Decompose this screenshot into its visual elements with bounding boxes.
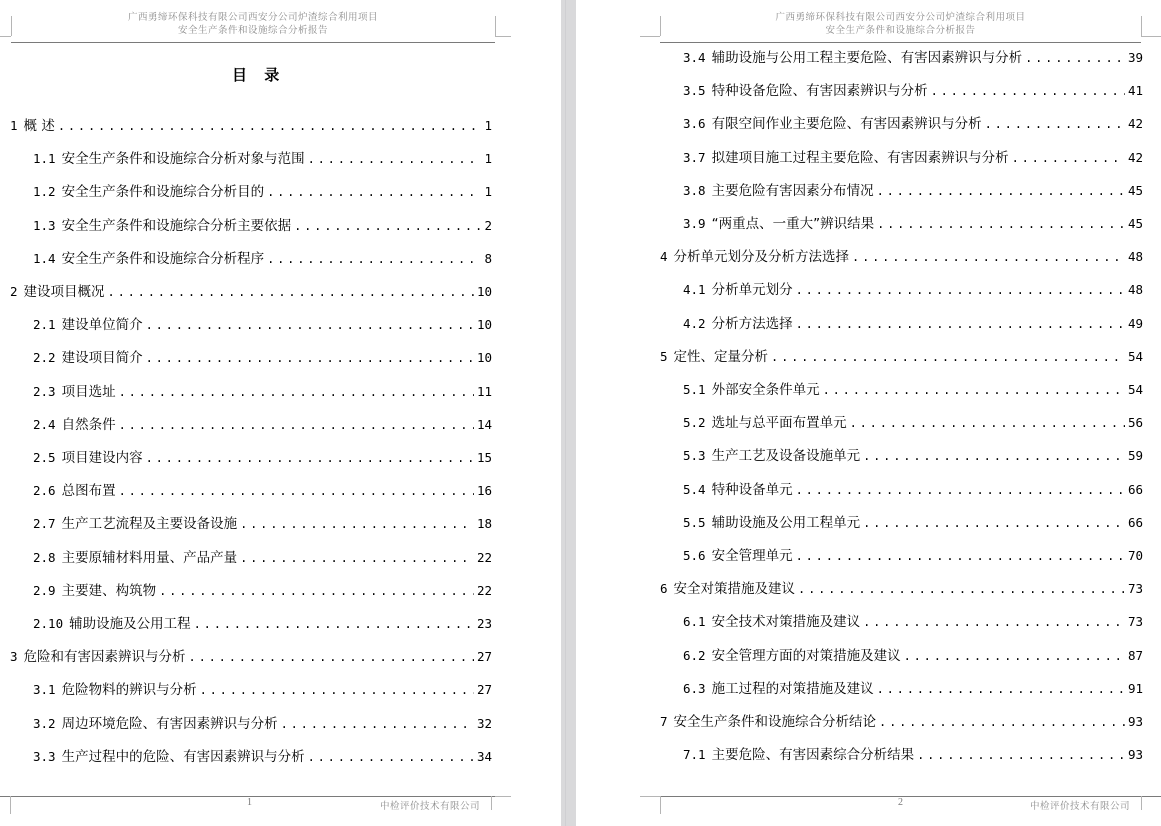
toc-entry-page: 10 xyxy=(476,284,492,299)
footer-company: 中检评价技术有限公司 xyxy=(1030,801,1131,812)
toc-entry-page: 23 xyxy=(476,616,492,631)
toc-entry-label: 外部安全条件单元 xyxy=(711,382,820,398)
toc-entry-page: 87 xyxy=(1127,647,1143,663)
header-rule xyxy=(660,42,1141,43)
toc-entry-label: 安全管理单元 xyxy=(711,548,793,564)
toc-entry-page: 32 xyxy=(476,715,492,731)
toc-entry-page: 54 xyxy=(1127,382,1143,397)
toc-entry[interactable] xyxy=(33,481,492,501)
toc-entry-label: 主要危险有害因素分布情况 xyxy=(711,182,874,199)
toc-dot-leader xyxy=(863,513,1125,533)
toc-entry-label: 主要建、构筑物 xyxy=(61,582,157,599)
toc-dot-leader xyxy=(108,282,474,302)
toc-entry-page: 1 xyxy=(484,118,492,133)
toc-entry[interactable] xyxy=(683,380,1143,400)
toc-dot-leader xyxy=(200,680,474,700)
toc-entry-label: 总图布置 xyxy=(61,483,116,500)
toc-entry-page: 91 xyxy=(1127,680,1143,696)
toc-dot-leader xyxy=(877,679,1125,699)
toc-entry-label: 安全管理方面的对策措施及建议 xyxy=(711,647,901,664)
toc-entry-page: 27 xyxy=(476,682,492,698)
toc-entry-label: 安全生产条件和设施综合分析主要依据 xyxy=(61,217,292,234)
toc-entry-label: 辅助设施及公用工程单元 xyxy=(711,514,861,531)
page-gutter xyxy=(561,0,576,826)
toc-entry-page: 42 xyxy=(1127,149,1143,165)
running-header xyxy=(660,11,1141,37)
header-rule xyxy=(11,42,495,43)
toc-entry[interactable] xyxy=(660,579,1143,599)
toc-entry[interactable] xyxy=(33,216,492,236)
toc-entry[interactable] xyxy=(33,448,492,468)
margin-corner-mark xyxy=(660,796,661,814)
toc-entry[interactable] xyxy=(683,48,1143,68)
toc-entry-label: 建设单位简介 xyxy=(61,317,143,334)
toc-entry-label: 项目选址 xyxy=(61,383,116,400)
toc-entry-number: 3.1 xyxy=(33,682,56,698)
toc-entry-number: 4.2 xyxy=(683,315,706,331)
toc-entry-number: 3 xyxy=(10,649,18,665)
toc-entry-number: 3.8 xyxy=(683,182,706,198)
toc-dot-leader xyxy=(796,480,1125,500)
toc-entry-page: 70 xyxy=(1127,548,1143,563)
toc-entry-page: 22 xyxy=(476,549,492,565)
toc-dot-leader xyxy=(189,647,474,667)
toc-entry-number: 5.4 xyxy=(683,481,706,497)
toc-entry-label: 有限空间作业主要危险、有害因素辨识与分析 xyxy=(711,116,982,133)
toc-entry[interactable] xyxy=(33,249,492,269)
toc-entry-page: 73 xyxy=(1127,614,1143,630)
toc-entry-page: 1 xyxy=(484,184,492,200)
toc-entry-number: 7.1 xyxy=(683,747,706,763)
toc-entry-number: 3.2 xyxy=(33,715,56,731)
toc-entry-label: 生产工艺流程及主要设备设施 xyxy=(61,516,238,533)
document-page-2 xyxy=(576,0,1161,826)
toc-entry[interactable] xyxy=(683,513,1143,533)
toc-entry-number: 3.7 xyxy=(683,149,706,165)
toc-title: 目 录 xyxy=(232,66,286,84)
toc-entry[interactable] xyxy=(33,149,492,169)
header-line-1: 广西勇缔环保科技有限公司西安分公司炉渣综合利用项目 xyxy=(127,12,378,23)
toc-entry-page: 10 xyxy=(476,317,492,333)
toc-entry-page: 73 xyxy=(1127,581,1143,597)
toc-entry-label: 安全技术对策措施及建议 xyxy=(711,614,861,631)
toc-dot-leader xyxy=(281,714,474,734)
toc-entry[interactable] xyxy=(683,646,1143,666)
toc-entry-page: 10 xyxy=(476,350,492,366)
toc-entry-page: 49 xyxy=(1127,315,1143,331)
toc-entry-label: 辅助设施与公用工程主要危险、有害因素辨识与分析 xyxy=(711,50,1023,66)
toc-entry-label: 安全对策措施及建议 xyxy=(673,581,796,598)
toc-entry[interactable] xyxy=(683,314,1143,334)
toc-entry-page: 16 xyxy=(476,483,492,499)
toc-entry[interactable] xyxy=(33,680,492,700)
toc-entry-number: 5.3 xyxy=(683,448,706,464)
toc-entry-page: 45 xyxy=(1127,216,1143,231)
toc-entry[interactable] xyxy=(683,745,1143,765)
toc-dot-leader xyxy=(796,546,1125,566)
toc-entry-page: 8 xyxy=(484,250,492,266)
toc-entry-page: 45 xyxy=(1127,182,1143,198)
page-number: 2 xyxy=(898,797,903,808)
toc-dot-leader xyxy=(58,116,482,136)
toc-entry[interactable] xyxy=(33,182,492,202)
toc-entry-label: 特种设备单元 xyxy=(711,481,793,498)
toc-entry[interactable] xyxy=(10,282,492,302)
toc-entry-number: 3.6 xyxy=(683,116,706,132)
toc-entry[interactable] xyxy=(33,415,492,435)
toc-entry-number: 1.3 xyxy=(33,217,56,233)
toc-entry-number: 3.9 xyxy=(683,216,706,231)
toc-entry-page: 93 xyxy=(1127,747,1143,763)
toc-entry[interactable] xyxy=(683,446,1143,466)
toc-dot-leader xyxy=(985,114,1125,134)
toc-dot-leader xyxy=(294,216,481,236)
toc-entry-page: 15 xyxy=(476,450,492,465)
margin-corner-mark xyxy=(1141,36,1161,37)
toc-entry-page: 42 xyxy=(1127,116,1143,132)
toc-dot-leader xyxy=(850,413,1125,433)
toc-entry-number: 1.1 xyxy=(33,151,56,167)
toc-entry-label: 分析单元划分 xyxy=(711,282,793,299)
toc-dot-leader xyxy=(823,380,1125,400)
toc-entry-page: 66 xyxy=(1127,514,1143,530)
toc-dot-leader xyxy=(877,214,1125,234)
toc-entry-label: 建设项目概况 xyxy=(23,284,105,300)
toc-entry-label: 分析单元划分及分析方法选择 xyxy=(673,249,850,266)
toc-entry-label: 安全生产条件和设施综合分析目的 xyxy=(61,184,265,201)
toc-entry[interactable] xyxy=(33,548,492,568)
toc-dot-leader xyxy=(119,481,474,501)
toc-entry-number: 2 xyxy=(10,284,18,299)
toc-entry-page: 34 xyxy=(476,748,492,764)
toc-entry-label: 项目建设内容 xyxy=(61,450,143,466)
toc-entry-page: 14 xyxy=(476,416,492,432)
toc-entry[interactable] xyxy=(683,214,1143,234)
toc-entry[interactable] xyxy=(683,679,1143,699)
toc-entry-number: 2.2 xyxy=(33,350,56,366)
toc-entry-page: 41 xyxy=(1127,83,1143,99)
toc-dot-leader xyxy=(917,745,1125,765)
toc-dot-leader xyxy=(119,382,474,402)
margin-corner-mark xyxy=(10,796,11,814)
toc-entry-label: 选址与总平面布置单元 xyxy=(711,415,847,432)
toc-entry-number: 1.2 xyxy=(33,184,56,200)
toc-entry[interactable] xyxy=(683,148,1143,168)
toc-entry-number: 2.5 xyxy=(33,450,56,465)
toc-entry[interactable] xyxy=(33,315,492,335)
toc-entry[interactable] xyxy=(33,348,492,368)
toc-entry-label: 施工过程的对策措施及建议 xyxy=(711,680,874,697)
toc-entry-number: 2.1 xyxy=(33,317,56,333)
toc-entry[interactable] xyxy=(33,514,492,534)
footer-rule xyxy=(660,796,1161,797)
toc-entry[interactable] xyxy=(660,247,1143,267)
toc-entry[interactable] xyxy=(683,612,1143,632)
toc-entry-number: 2.7 xyxy=(33,516,56,532)
margin-corner-mark xyxy=(495,796,511,797)
toc-dot-leader xyxy=(146,348,474,368)
toc-entry-page: 48 xyxy=(1127,282,1143,298)
toc-entry-number: 5.5 xyxy=(683,514,706,530)
toc-entry-label: 自然条件 xyxy=(61,416,116,433)
toc-dot-leader xyxy=(863,446,1125,466)
toc-entry-number: 1 xyxy=(10,118,18,133)
margin-corner-mark xyxy=(1141,796,1142,810)
toc-entry-number: 6 xyxy=(660,581,668,597)
toc-entry[interactable] xyxy=(683,413,1143,433)
toc-entry-page: 27 xyxy=(476,649,492,665)
toc-entry-number: 3.4 xyxy=(683,50,706,65)
toc-dot-leader xyxy=(931,81,1125,101)
toc-entry[interactable] xyxy=(33,747,492,767)
toc-entry[interactable] xyxy=(683,546,1143,566)
toc-entry-label: 定性、定量分析 xyxy=(673,348,769,365)
toc-dot-leader xyxy=(159,581,474,601)
toc-entry[interactable] xyxy=(683,480,1143,500)
toc-entry-number: 4.1 xyxy=(683,282,706,298)
toc-dot-leader xyxy=(771,347,1125,367)
toc-entry-page: 18 xyxy=(476,516,492,532)
toc-entry-label: 建设项目简介 xyxy=(61,350,143,367)
toc-entry-label: 安全生产条件和设施综合分析对象与范围 xyxy=(61,151,305,168)
toc-dot-leader xyxy=(852,247,1125,267)
toc-entry-label: 危险和有害因素辨识与分析 xyxy=(23,649,186,666)
margin-corner-mark xyxy=(640,36,660,37)
toc-entry-label: 周边环境危险、有害因素辨识与分析 xyxy=(61,715,278,732)
header-line-1: 广西勇缔环保科技有限公司西安分公司炉渣综合利用项目 xyxy=(775,12,1026,23)
toc-dot-leader xyxy=(796,280,1125,300)
toc-entry-label: 分析方法选择 xyxy=(711,315,793,332)
toc-entry[interactable] xyxy=(33,614,492,634)
toc-entry-label: 主要危险、有害因素综合分析结果 xyxy=(711,747,915,764)
toc-entry[interactable] xyxy=(10,647,492,667)
toc-dot-leader xyxy=(308,747,474,767)
toc-entry-number: 6.1 xyxy=(683,614,706,630)
toc-entry-number: 5 xyxy=(660,348,668,364)
toc-entry-label: 安全生产条件和设施综合分析结论 xyxy=(673,714,877,730)
page-number: 1 xyxy=(247,797,252,808)
margin-corner-mark xyxy=(640,796,660,797)
toc-entry-label: 安全生产条件和设施综合分析程序 xyxy=(61,250,265,267)
toc-dot-leader xyxy=(877,181,1125,201)
toc-dot-leader xyxy=(1012,148,1125,168)
toc-entry-number: 3.5 xyxy=(683,83,706,99)
margin-corner-mark xyxy=(495,16,496,36)
toc-entry[interactable] xyxy=(33,382,492,402)
toc-entry-label: 生产工艺及设备设施单元 xyxy=(711,448,861,465)
toc-dot-leader xyxy=(146,315,474,335)
toc-entry-label: 辅助设施及公用工程 xyxy=(69,616,191,632)
toc-entry-label: 危险物料的辨识与分析 xyxy=(61,682,197,699)
toc-entry-page: 54 xyxy=(1127,348,1143,364)
toc-entry-number: 5.6 xyxy=(683,548,706,563)
toc-dot-leader xyxy=(194,614,474,634)
toc-entry-page: 56 xyxy=(1127,415,1143,431)
toc-dot-leader xyxy=(798,579,1125,599)
toc-dot-leader xyxy=(308,149,482,169)
margin-corner-mark xyxy=(495,36,511,37)
header-line-2: 安全生产条件和设施综合分析报告 xyxy=(825,25,976,36)
toc-entry-page: 39 xyxy=(1127,50,1143,65)
toc-entry-number: 2.6 xyxy=(33,483,56,499)
toc-entry-number: 5.2 xyxy=(683,415,706,431)
toc-dot-leader xyxy=(796,314,1125,334)
toc-entry-number: 2.10 xyxy=(33,616,64,631)
toc-entry-label: 特种设备危险、有害因素辨识与分析 xyxy=(711,83,928,100)
toc-entry-page: 1 xyxy=(484,151,492,167)
toc-dot-leader xyxy=(146,448,474,468)
toc-dot-leader xyxy=(879,712,1125,732)
header-line-2: 安全生产条件和设施综合分析报告 xyxy=(177,25,328,36)
toc-dot-leader xyxy=(267,182,481,202)
toc-dot-leader xyxy=(240,514,474,534)
running-header xyxy=(11,11,495,37)
toc-entry-page: 48 xyxy=(1127,249,1143,265)
toc-entry[interactable] xyxy=(10,116,492,136)
toc-entry-number: 2.4 xyxy=(33,416,56,432)
toc-dot-leader xyxy=(1025,48,1125,68)
toc-entry-label: 生产过程中的危险、有害因素辨识与分析 xyxy=(61,748,305,765)
toc-entry-number: 6.3 xyxy=(683,680,706,696)
toc-entry-number: 2.3 xyxy=(33,383,56,399)
toc-entry-number: 7 xyxy=(660,714,668,729)
toc-dot-leader xyxy=(863,612,1125,632)
toc-entry-page: 11 xyxy=(476,383,492,399)
toc-entry[interactable] xyxy=(660,712,1143,732)
margin-corner-mark xyxy=(1141,16,1142,36)
toc-entry-label: 概 述 xyxy=(23,118,55,134)
toc-dot-leader xyxy=(267,249,481,269)
toc-entry-label: “两重点、一重大”辨识结果 xyxy=(711,216,875,232)
toc-entry[interactable] xyxy=(33,581,492,601)
toc-entry[interactable] xyxy=(33,714,492,734)
toc-entry-page: 66 xyxy=(1127,481,1143,497)
margin-corner-mark xyxy=(491,796,492,810)
toc-entry-number: 6.2 xyxy=(683,647,706,663)
toc-entry-number: 2.9 xyxy=(33,582,56,598)
toc-dot-leader xyxy=(240,548,474,568)
toc-entry-label: 拟建项目施工过程主要危险、有害因素辨识与分析 xyxy=(711,149,1009,166)
toc-entry-number: 1.4 xyxy=(33,250,56,266)
toc-entry-number: 5.1 xyxy=(683,382,706,397)
toc-entry-number: 2.8 xyxy=(33,549,56,565)
toc-entry-label: 主要原辅材料用量、产品产量 xyxy=(61,549,238,566)
toc-entry[interactable] xyxy=(660,347,1143,367)
toc-entry-page: 93 xyxy=(1127,714,1143,729)
footer-company: 中检评价技术有限公司 xyxy=(380,801,481,812)
toc-entry[interactable] xyxy=(683,280,1143,300)
toc-dot-leader xyxy=(119,415,474,435)
toc-dot-leader xyxy=(904,646,1125,666)
margin-corner-mark xyxy=(0,36,11,37)
toc-entry[interactable] xyxy=(683,81,1143,101)
toc-entry[interactable] xyxy=(683,114,1143,134)
toc-entry-page: 22 xyxy=(476,582,492,598)
document-page-1 xyxy=(0,0,561,826)
toc-entry-number: 4 xyxy=(660,249,668,265)
toc-entry[interactable] xyxy=(683,181,1143,201)
toc-entry-number: 3.3 xyxy=(33,748,56,764)
toc-entry-page: 2 xyxy=(484,217,492,233)
toc-entry-page: 59 xyxy=(1127,448,1143,464)
